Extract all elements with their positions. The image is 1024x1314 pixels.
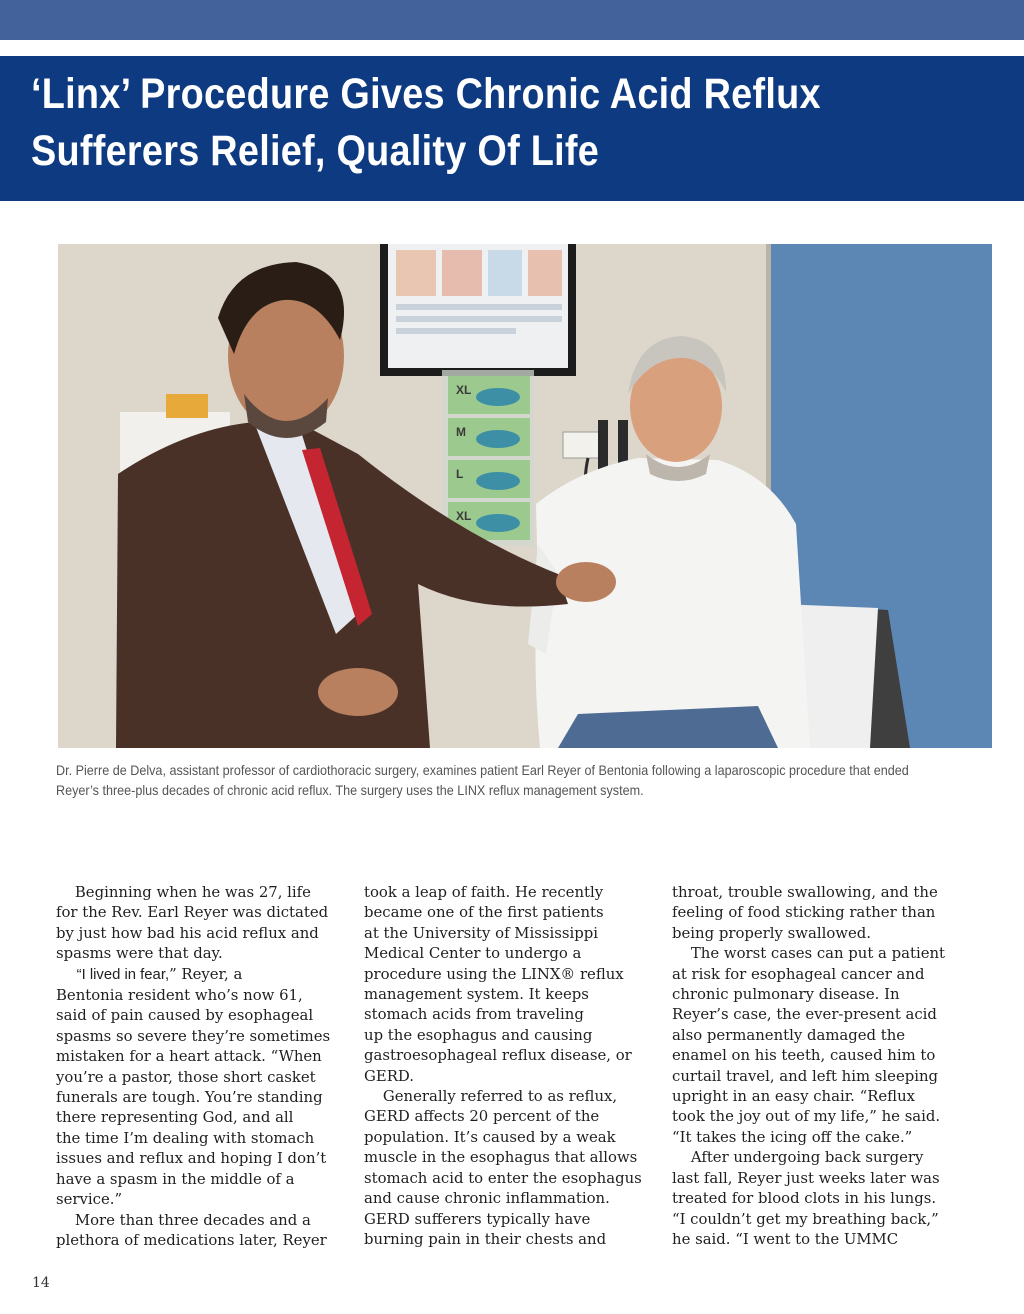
photo-caption [56, 760, 1016, 800]
glove-size-label: XL [456, 383, 472, 397]
text-line: Beginning when he was 27, life [56, 883, 311, 901]
text-line: there representing God, and all [56, 1108, 294, 1127]
text-line: plethora of medications later, Reyer [56, 1230, 327, 1249]
text-line: GERD. [364, 1066, 414, 1085]
text-line: burning pain in their chests and [364, 1229, 607, 1248]
glove-size-label: L [456, 467, 464, 481]
text-line: population. It’s caused by a weak [364, 1127, 616, 1146]
text-line: feeling of food sticking rather than [672, 903, 936, 922]
text-line: took the joy out of my life,” he said. [672, 1107, 941, 1126]
text-line: More than three decades and a [56, 1210, 311, 1229]
text-line: muscle in the esophagus that allows [364, 1148, 638, 1167]
text-line: being properly swallowed. [672, 923, 871, 942]
top-color-band [0, 0, 1024, 40]
text-line: spasms were that day. [56, 944, 223, 963]
text-line: procedure using the LINX® reflux [364, 964, 624, 983]
text-line: for the Rev. Earl Reyer was dictated [56, 903, 329, 922]
text-line: by just how bad his acid reflux and [56, 923, 319, 942]
text-line: said of pain caused by esophageal [56, 1006, 314, 1025]
text-line: service.” [56, 1190, 123, 1209]
article-photo [58, 244, 992, 748]
text-line: enamel on his teeth, caused him to [672, 1046, 936, 1065]
headline-line-2: Sufferers Relief, Quality Of Life [31, 127, 600, 175]
text-line: GERD affects 20 percent of the [364, 1107, 600, 1126]
article-column-3 [672, 882, 972, 1249]
text-line: upright in an easy chair. “Reflux [672, 1087, 916, 1106]
text-line [56, 964, 353, 985]
text-line: After undergoing back surgery [672, 1148, 924, 1167]
text-line: GERD sufferers typically have [364, 1209, 591, 1228]
text-fragment: ” Reyer, a [169, 964, 243, 983]
text-line: The worst cases can put a patient [672, 944, 946, 963]
glove-size-label: M [456, 425, 466, 439]
pull-quote-text: “I lived in fear, [56, 965, 170, 983]
text-line: and cause chronic inflammation. [364, 1189, 610, 1208]
article-column-2 [364, 882, 664, 1249]
text-line: spasms so severe they’re sometimes [56, 1026, 331, 1045]
text-line: last fall, Reyer just weeks later was [672, 1168, 940, 1187]
text-line: throat, trouble swallowing, and the [672, 883, 938, 901]
text-line: took a leap of faith. He recently [364, 883, 604, 901]
text-line: stomach acids from traveling [364, 1005, 584, 1024]
text-line: treated for blood clots in his lungs. [672, 1189, 937, 1208]
text-line: curtail travel, and left him sleeping [672, 1066, 939, 1085]
text-line: mistaken for a heart attack. “When [56, 1047, 322, 1066]
text-line: up the esophagus and causing [364, 1025, 593, 1044]
text-line: stomach acid to enter the esophagus [364, 1168, 642, 1187]
text-line: funerals are tough. You’re standing [56, 1088, 323, 1107]
article-column-1 [56, 882, 356, 1250]
text-line: Generally referred to as reflux, [364, 1087, 618, 1106]
text-line: Medical Center to undergo a [364, 944, 582, 963]
text-line: management system. It keeps [364, 985, 589, 1004]
text-line: gastroesophageal reflux disease, or [364, 1046, 632, 1065]
text-line: at the University of Mississippi [364, 923, 598, 942]
text-line: you’re a pastor, those short casket [56, 1067, 316, 1086]
text-line: “It takes the icing off the cake.” [672, 1127, 913, 1146]
text-line: also permanently damaged the [672, 1025, 906, 1044]
text-line: have a spasm in the middle of a [56, 1169, 295, 1188]
text-line: chronic pulmonary disease. In [672, 985, 900, 1004]
text-line: Bentonia resident who’s now 61, [56, 986, 303, 1005]
text-line: became one of the first patients [364, 903, 604, 922]
glove-size-label: XL [456, 509, 472, 523]
text-line: the time I’m dealing with stomach [56, 1128, 315, 1147]
caption-line: Dr. Pierre de Delva, assistant professor of cardiothoracic surgery, examines patient Earl Reyer of Bentonia following a laparoscopic procedure that ended [56, 762, 909, 778]
headline [31, 66, 885, 180]
text-line: Reyer’s case, the ever-present acid [672, 1005, 937, 1024]
text-line: issues and reflux and hoping I don’t [56, 1149, 327, 1168]
caption-line: Reyer’s three-plus decades of chronic acid reflux. The surgery uses the LINX reflux management system. [56, 782, 644, 798]
page-number: 14 [32, 1275, 50, 1291]
headline-line-1: ‘Linx’ Procedure Gives Chronic Acid Reflux [31, 70, 821, 118]
text-line: he said. “I went to the UMMC [672, 1229, 899, 1248]
text-line: “I couldn’t get my breathing back,” [672, 1209, 939, 1228]
text-line: at risk for esophageal cancer and [672, 964, 925, 983]
